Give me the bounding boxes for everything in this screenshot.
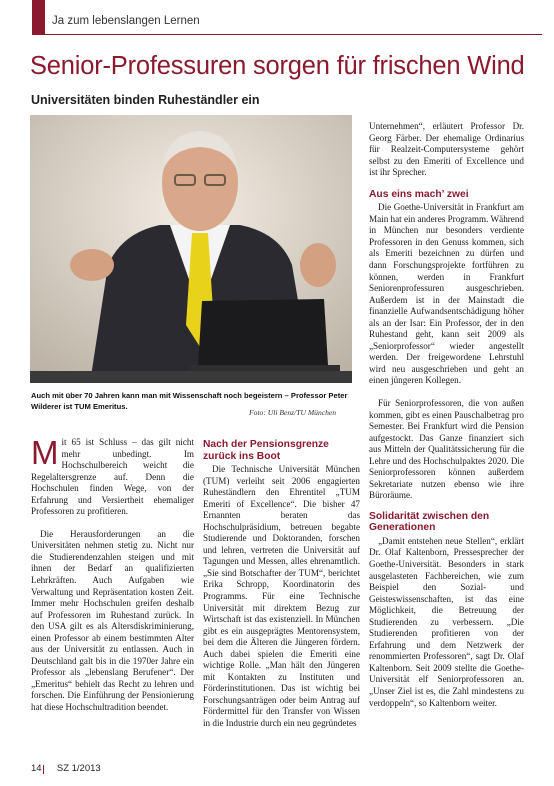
article-photo: [30, 115, 352, 383]
speaker-photo-illustration: [30, 115, 352, 383]
section-heading: Aus eins mach’ zwei: [369, 188, 469, 200]
section-marker: [32, 0, 45, 35]
body-paragraph: Die Goethe-Universität in Frankfurt am Main hat ein anderes Programm. Während in München nur besonders verdiente Professoren in den Genuss kommen, sich als Emeriti bezeichnen zu dürfen und dann Forschungsprojekte fortführen zu können, werden in Frankfurt Seniorenprofessuren ausgeschrieben. Außerdem ist in der Mainstadt die finanzielle Aufwandsentschädigung höher als an der Isar: Ein Professor, der in den Ruhestand geht, kann seit 2009 als „Seniorprofessor“ wieder angestellt werden. Der freigewordene Lehrstuhl wird neu ausgeschrieben und geht an einen jüngeren Kollegen.: [369, 202, 524, 386]
intro-text: it 65 ist Schluss – das gilt nicht mehr unbedingt. Im Hochschulbereich weicht die Regelaltersgrenze auf. Denn die Hochschulen finden Wege, von der Erfahrung und Versiertheit ehemaliger Professoren zu profitieren.: [31, 437, 194, 517]
body-paragraph: Unternehmen“, erläutert Professor Dr. Georg Färber. Der ehemalige Ordinarius für Realzeit-Computersysteme gehört selbst zu den Emeriti of Excellence und ist ihr Sprecher.: [369, 121, 524, 178]
article-subtitle: Universitäten binden Ruheständler ein: [31, 93, 260, 107]
kicker-rule: [32, 34, 542, 35]
intro-paragraph: [31, 434, 194, 518]
column-1: [31, 434, 194, 714]
column-3: [369, 121, 524, 709]
page-footer: [31, 763, 101, 774]
footer-divider: [43, 765, 44, 774]
body-paragraph: „Damit entstehen neue Stellen“, erklärt Dr. Olaf Kaltenborn, Pressesprecher der Goethe-Universität. Besonders in stark ausgelasteten Fachbereichen, wie zum Beispiel den Sozial- und Geisteswissenschaften, ist das eine Möglichkeit, die Betreuung der Studierenden zu verbessern. „Die Studierenden profitieren von der Erfahrung und dem Netzwerk der renommierten Professoren“, sagt Dr. Olaf Kaltenborn. Seit 2009 stellte die Goethe-Universität elf Seniorprofessoren an. „Unser Ziel ist es, die Zahl mindestens zu verdoppeln“, so Kaltenborn weiter.: [369, 535, 524, 708]
page-number: 14: [31, 763, 42, 774]
body-paragraph: Die Technische Universität München (TUM) verleiht seit 2006 engagierten Ruheständlern den Ehrentitel „TUM Emeriti of Excellence“. Die bisher 47 Ernannten beraten das Hochschulpräsidium, betreuen begabte Studierende und Doktoranden, forschen und lehren, vertreten die Universität auf Tagungen und Messen, alles ehrenamtlich. „Sie sind Botschafter der TUM“, berichtet Erika Schropp, Koordinatorin des Programms. Für eine Technische Universität mit direktem Bezug zur Wirtschaft ist das existenziell. In München gibt es ein ausgeprägtes Mentorensystem, bei dem die Älteren die Jüngeren fördern. Auch dabei spielen die Emeriti eine wichtige Rolle. „Man hält den Jüngeren mit Kontakten zu Instituten und Förderinstitutionen. Das ist wichtig bei Forschungsanträgen oder beim Antrag auf Fördermittel für den Transfer von Wissen in die Industrie durch ein neu gegründetes: [203, 464, 360, 729]
section-heading: Solidarität zwischen den Generationen: [369, 510, 490, 534]
photo-credit: Foto: Uli Benz/TU München: [249, 408, 337, 417]
article-title: Senior-Professuren sorgen für frischen Wind: [30, 52, 525, 80]
drop-cap: M: [31, 434, 59, 471]
body-paragraph: Für Seniorprofessoren, die von außen kommen, gibt es einen Pauschalbetrag pro Semester. Bei Frankfurt wird die Pension aufgestockt. Das Ganze finanziert sich aus Mitteln der Qualitätssicherung für die Lehre und des Hochschulpaktes 2020. Die Seniorprofessoren können außerdem Sekretariate nutzen ebenso wie ihre Büroräume.: [369, 397, 524, 501]
issue-label: SZ 1/2013: [56, 763, 101, 774]
section-heading: Nach der Pensionsgrenze zurück ins Boot: [203, 439, 329, 462]
photo-caption: Auch mit über 70 Jahren kann man mit Wissenschaft noch begeistern – Professor Peter Wilderer ist TUM Emeritus.: [31, 391, 348, 411]
body-paragraph: Die Herausforderungen an die Universitäten nehmen stetig zu. Nicht nur die Studierendenzahlen steigen und mit ihnen der Bedarf an qualifizierten Lehrkräften. Auch Aufgaben wie Verwaltung und Repräsentation kosten Zeit. Immer mehr Hochschulen greifen deshalb auf Professoren im Ruhestand zurück. In den USA gilt es als Altersdiskriminierung, einen Professor ab einem bestimmten Alter aus der Universität zu entlassen. Auch in Deutschland galt bis in die 1970er Jahre ein Professor als „lebenslang Berufener“. Der „Emeritus“ behielt das Recht zu lehren und forschen. Die Einführung der Pensionierung hat diese Hochschultradition beendet.: [31, 528, 194, 713]
section-kicker: Ja zum lebenslangen Lernen: [52, 15, 200, 27]
column-2: [203, 439, 360, 730]
